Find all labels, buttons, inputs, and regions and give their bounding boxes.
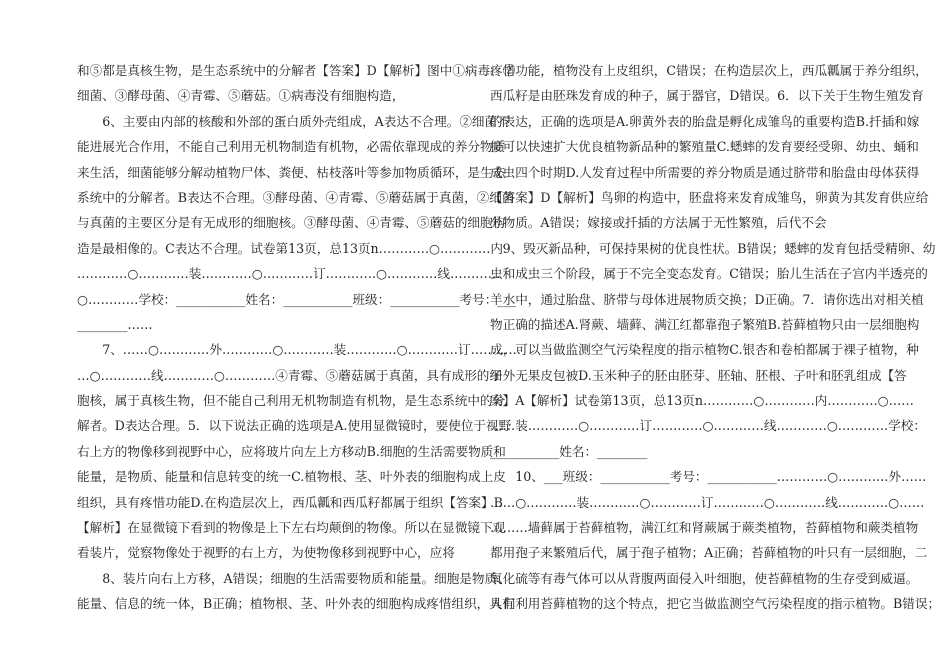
text-line: ________…… xyxy=(77,316,153,332)
text-line: 氧化硫等有毒气体可以从背腹两面侵入叶细胞，使苔藓植物的生存受到威逼。 xyxy=(490,570,919,586)
text-line: 10、___班级：___________考号：___________…………○…………外…… xyxy=(490,469,927,485)
text-line: 能量，是物质、能量和信息转变的统一C.植物根、茎、叶外表的细胞构成上皮 xyxy=(77,469,506,485)
text-line: 【答案】D【解析】鸟卵的构造中，胚盘将来发育成雏鸟，卵黄为其发育供应给 xyxy=(490,189,929,205)
text-line: 胞核，属于真核生物，但不能自己利用无机物制造有机物，是生态系统中的分 xyxy=(77,393,506,409)
text-line: 8、装片向右上方移，A错误；细胞的生活需要物质和能量。细胞是物质、 xyxy=(77,570,510,586)
text-line: 6、主要由内部的核酸和外部的蛋白质外壳组成，A表达不合理。②细菌不 xyxy=(77,113,510,129)
text-line: ……○…………装…………○…………订…………○…………线…………○…… xyxy=(490,494,925,510)
text-line: 来生活，细菌能够分解动植物尸体、粪便、枯枝落叶等参加物质循环，是生态 xyxy=(77,164,506,180)
text-line: 成，可以当做监测空气污染程度的指示植物C.银杏和卷柏都属于裸子植物，种 xyxy=(490,342,919,358)
text-line: 物正确的描述A.肾蕨、墙藓、满江红都靠孢子繁殖B.苔藓植物只由一层细胞构 xyxy=(490,316,920,332)
text-line: 的表达，正确的选项是A.卵黄外表的胎盘是孵化成雏鸟的重要构造B.扦插和嫁 xyxy=(490,113,920,129)
text-line: 解者。D表达合理。5．以下说法正确的选项是A.使用显微镜时，要使位于视野 xyxy=(77,418,512,434)
text-line: 接可以快速扩大优良植物新品种的繁殖量C.蟋蟀的发育要经受卵、幼虫、蛹和 xyxy=(490,139,919,155)
text-line: 都用孢子来繁殖后代，属于孢子植物；A正确；苔藓植物的叶只有一层细胞，二 xyxy=(490,545,928,561)
text-line: 系统中的分解者。B表达不合理。③酵母菌、④青霉、⑤蘑菇属于真菌，②细菌 xyxy=(77,189,515,205)
text-line: 7、……○…………外…………○…………装…………○…………订………… xyxy=(77,342,521,358)
text-line: 西瓜籽是由胚珠发育成的种子，属于器官，D错误。6．以下关于生物生殖发育 xyxy=(490,88,924,104)
text-line: ……装…………○…………订…………○…………线…………○…………学校： xyxy=(490,418,926,434)
text-line: 和⑤都是真核生物，是生态系统中的分解者【答案】D【解析】图中①病毒、② xyxy=(77,63,516,78)
text-line: ………墙藓属于苔藓植物，满江红和肾蕨属于蕨类植物，苔藓植物和蕨类植物 xyxy=(490,520,919,536)
text-line: ___________姓名：________ xyxy=(490,443,648,459)
text-line: 看装片，觉察物像处于视野的右上方，为使物像移到视野中心，应将 xyxy=(77,545,455,561)
text-line: 右上方的物像移到视野中心，应将玻片向左上方移动B.细胞的生活需要物质和 xyxy=(77,443,506,459)
text-line: 能量、信息的统一体，B正确；植物根、茎、叶外表的细胞构成疼惜组织，具有 xyxy=(77,596,515,612)
right-text-column xyxy=(490,58,941,617)
text-line: …○…………线…………○…………④青霉、⑤蘑菇属于真菌，具有成形的细 xyxy=(77,367,502,383)
text-line: 细菌、③酵母菌、④青霉、⑤蘑菇。①病毒没有细胞构造， xyxy=(77,88,405,104)
text-line: 分物质。A错误；嫁接或扦插的方法属于无性繁殖，后代不会 xyxy=(490,215,827,231)
text-line: ○…………学校：___________姓名：___________班级：___________考号：___ xyxy=(77,291,517,307)
text-line: 9、毁灭新品种，可保持果树的优良性状。B错误；蟋蟀的发育包括受精卵、幼 xyxy=(490,240,936,256)
text-line: …………○…………装…………○…………订…………○…………线………… xyxy=(77,266,501,282)
text-line: 羊水中，通过胎盘、脐带与母体进展物质交换；D正确。7．请你选出对相关植 xyxy=(490,291,924,307)
left-text-column xyxy=(77,58,521,617)
text-line: 【解析】在显微镜下看到的物像是上下左右均颠倒的物像。所以在显微镜下观 xyxy=(77,520,506,536)
text-line: 子外无果皮包被D.玉米种子的胚由胚芽、胚轴、胚根、子叶和胚乳组成【答 xyxy=(490,367,907,383)
text-line: 案】A【解析】试卷第13页，总13页n…………○…………内…………○…… xyxy=(490,393,914,409)
text-line: 人们利用苔藓植物的这个特点，把它当做监测空气污染程度的指示植物。B错误； xyxy=(490,596,941,612)
text-line: 疼惜功能，植物没有上皮组织，C错误；在构造层次上，西瓜瓤属于养分组织， xyxy=(490,63,928,78)
text-line: 成虫四个时期D.人发育过程中所需要的养分物质是通过脐带和胎盘由母体获得 xyxy=(490,164,920,180)
text-line: 能进展光合作用，不能自己利用无机物制造有机物，必需依靠现成的养分物质 xyxy=(77,139,506,155)
text-line: 虫和成虫三个阶段，属于不完全变态发育。C错误；胎儿生活在子宫内半透亮的 xyxy=(490,266,928,282)
text-line: 与真菌的主要区分是有无成形的细胞核。③酵母菌、④青霉、⑤蘑菇的细胞构 xyxy=(77,215,506,231)
text-line: 组织，具有疼惜功能D.在构造层次上，西瓜瓤和西瓜籽都属于组织【答案】B xyxy=(77,494,503,510)
text-line: 造是最相像的。C表达不合理。试卷第13页，总13页n…………○…………内 xyxy=(77,240,504,256)
